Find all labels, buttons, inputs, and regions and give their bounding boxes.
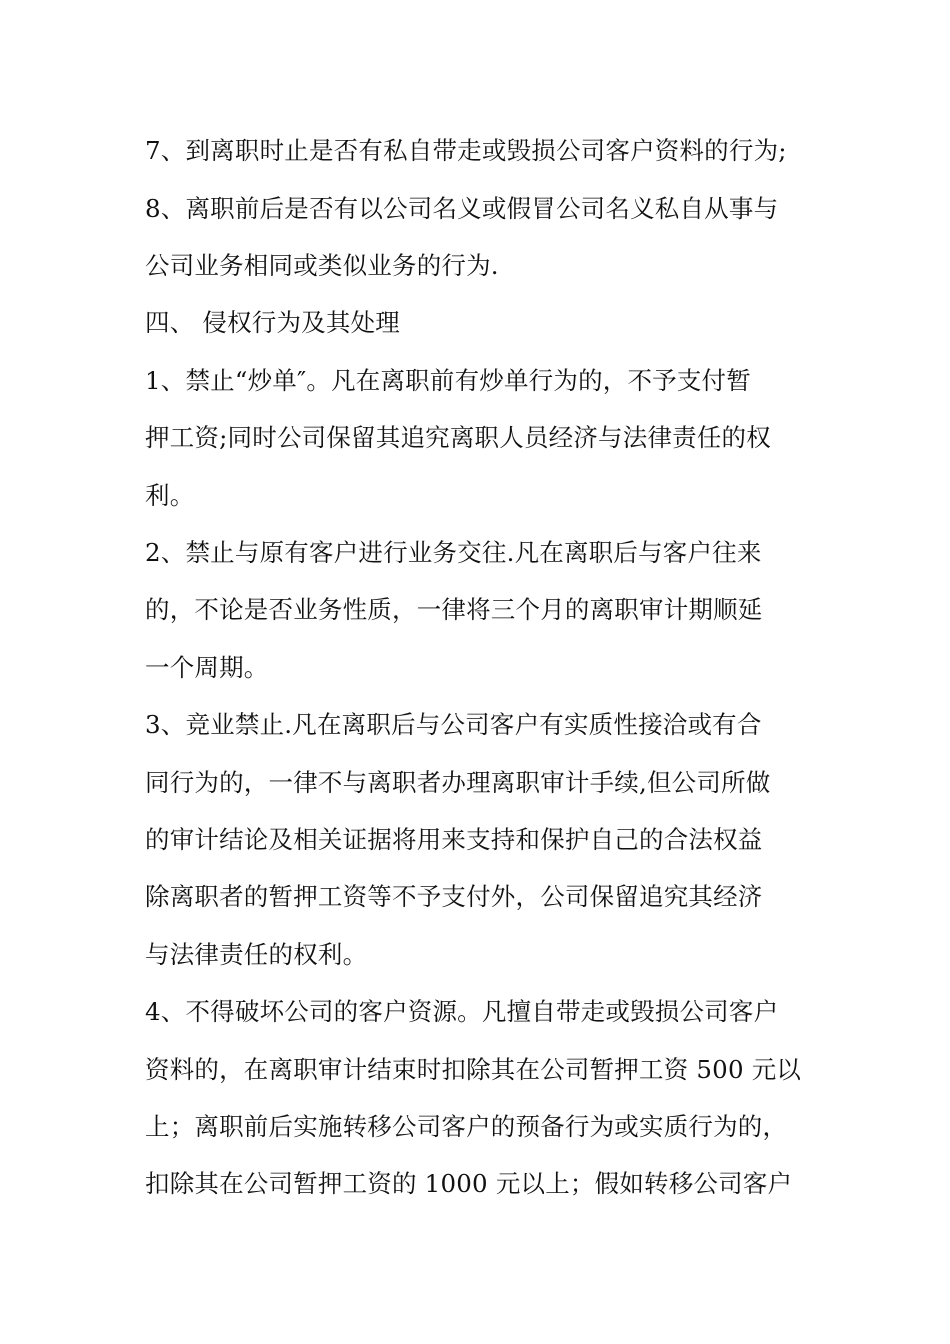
text-line: 除离职者的暂押工资等不予支付外，公司保留追究其经济 (145, 882, 763, 911)
text-line: 上；离职前后实施转移公司客户的预备行为或实质行为的， (145, 1112, 788, 1141)
text-line: 押工资;同时公司保留其追究离职人员经济与法律责任的权 (145, 423, 771, 452)
text-line: 与法律责任的权利。 (145, 940, 368, 969)
section-heading: 四、 侵权行为及其处理 (145, 308, 400, 337)
text-line: 1、禁止“炒单″。凡在离职前有炒单行为的，不予支付暂 (145, 366, 751, 395)
text-line: 8、离职前后是否有以公司名义或假冒公司名义私自从事与 (145, 194, 779, 223)
text-line: 扣除其在公司暂押工资的 1000 元以上；假如转移公司客户 (145, 1169, 793, 1198)
text-line: 2、禁止与原有客户进行业务交往.凡在离职后与客户往来 (145, 538, 762, 567)
text-line: 7、到离职时止是否有私自带走或毁损公司客户资料的行为; (145, 136, 787, 165)
text-line: 公司业务相同或类似业务的行为. (145, 251, 499, 280)
text-line: 利。 (145, 481, 195, 510)
text-line: 3、竞业禁止.凡在离职后与公司客户有实质性接洽或有合 (145, 710, 762, 739)
text-line: 资料的，在离职审计结束时扣除其在公司暂押工资 500 元以 (145, 1055, 802, 1084)
text-line: 一个周期。 (145, 653, 269, 682)
text-line: 4、不得破坏公司的客户资源。凡擅自带走或毁损公司客户 (145, 997, 779, 1026)
text-line: 同行为的，一律不与离职者办理离职审计手续,但公司所做 (145, 768, 771, 797)
text-line: 的审计结论及相关证据将用来支持和保护自己的合法权益 (145, 825, 763, 854)
text-line: 的，不论是否业务性质，一律将三个月的离职审计期顺延 (145, 595, 763, 624)
